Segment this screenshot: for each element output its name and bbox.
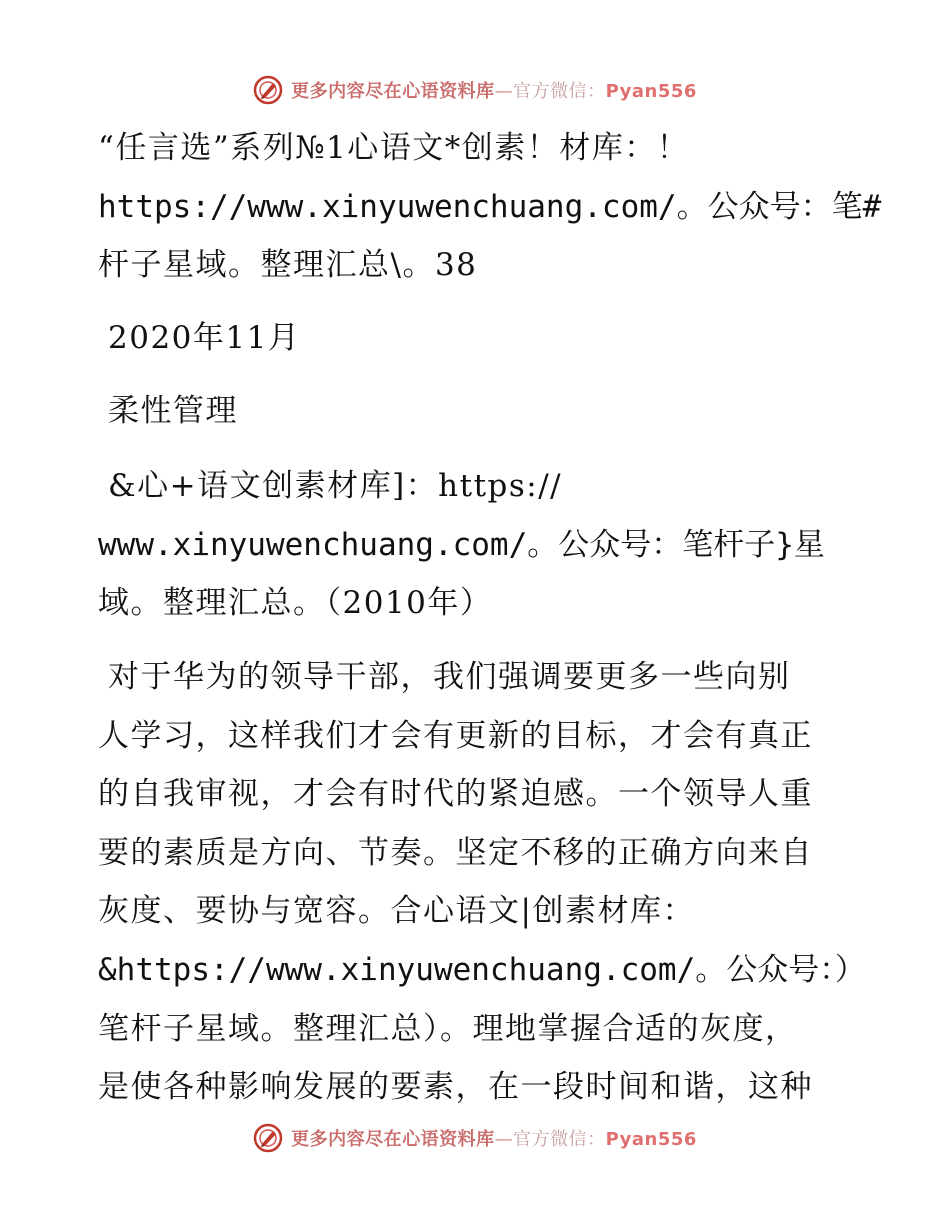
watermark-wechat-id: Pyan556 bbox=[605, 81, 697, 102]
text-line: www.xinyuwenchuang.com/。公众号：笔杆子}星 bbox=[98, 527, 825, 563]
paragraph-line: 人学习，这样我们才会有更新的目标，才会有真正 bbox=[98, 718, 813, 754]
watermark-main: 更多内容尽在心语资料库 bbox=[291, 81, 495, 102]
paragraph-line: &https://www.xinyuwenchuang.com/。公众号：） bbox=[98, 952, 866, 988]
pen-logo-icon bbox=[253, 1123, 283, 1153]
paragraph-line: 是使各种影响发展的要素，在一段时间和谐，这种 bbox=[98, 1069, 813, 1105]
text-line: &心+语文创素材库]：https:// bbox=[108, 468, 563, 504]
watermark-text bbox=[291, 1125, 697, 1151]
watermark-dash: — bbox=[494, 1129, 514, 1150]
paragraph-line: 要的素质是方向、节奏。坚定不移的正确方向来自 bbox=[98, 835, 813, 871]
watermark-main: 更多内容尽在心语资料库 bbox=[291, 1129, 495, 1150]
watermark-wechat-id: Pyan556 bbox=[605, 1129, 697, 1150]
paragraph-line: 的自我审视，才会有时代的紧迫感。一个领导人重 bbox=[98, 776, 813, 812]
text-line: 杆子星域。整理汇总\。38 bbox=[98, 247, 478, 283]
watermark-wechat-label: 官方微信： bbox=[513, 81, 606, 102]
date-line: 2020年11月 bbox=[108, 320, 301, 356]
text-line: 域。整理汇总。（2010年） bbox=[98, 585, 493, 621]
section-title: 柔性管理 bbox=[108, 393, 238, 429]
paragraph-line: 灰度、要协与宽容。合心语文|创素材库： bbox=[98, 893, 695, 929]
footer-watermark bbox=[0, 1118, 950, 1158]
watermark-wechat-label: 官方微信： bbox=[513, 1129, 606, 1150]
paragraph-line: 笔杆子星域。整理汇总）。理地掌握合适的灰度， bbox=[98, 1011, 798, 1047]
watermark-dash: — bbox=[494, 81, 514, 102]
text-line: “任言选”系列№1心语文*创素！材库：！ bbox=[98, 130, 690, 166]
text-line: https://www.xinyuwenchuang.com/。公众号：笔# bbox=[98, 189, 882, 225]
paragraph-line: 对于华为的领导干部，我们强调要更多一些向别 bbox=[108, 659, 791, 695]
